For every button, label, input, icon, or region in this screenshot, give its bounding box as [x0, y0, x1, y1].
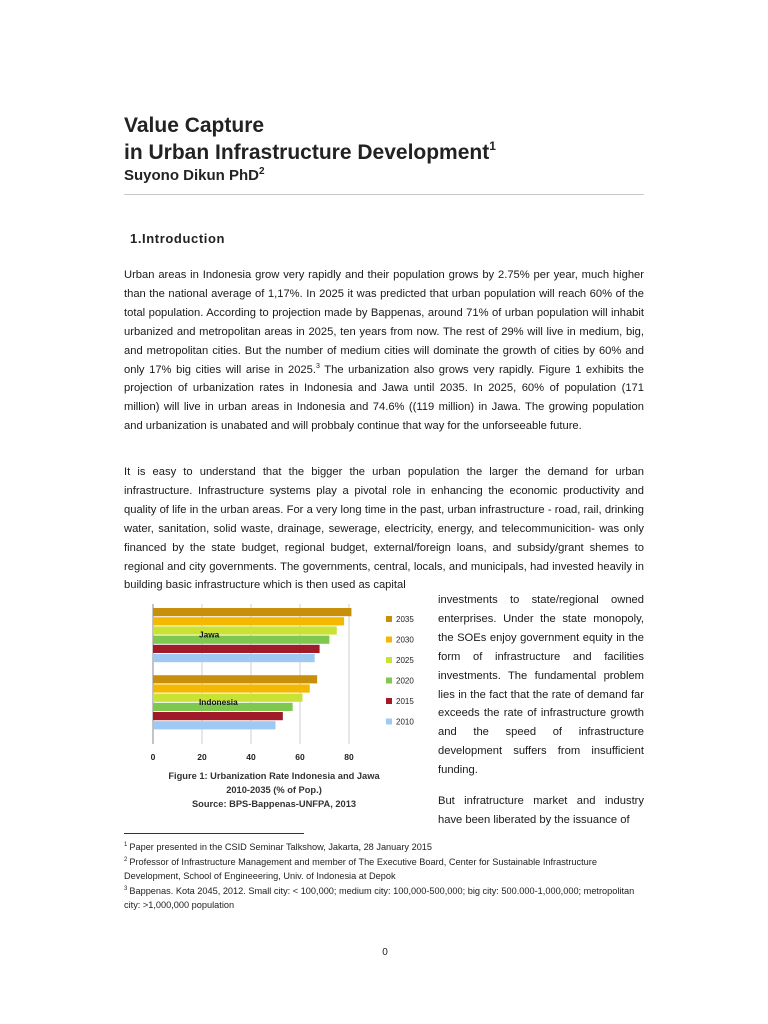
footnote-2-text: Professor of Infrastructure Management and member of The Executive Board, Center for Sustainable Infrastructure Development, School of Engineeering, Univ. of Indonesia at Depok — [124, 857, 597, 881]
legend-label-2020: 2020 — [396, 676, 414, 686]
title-divider — [124, 194, 644, 195]
footnote-2-ref: 2 — [124, 857, 128, 863]
paper-title — [124, 112, 496, 166]
page-number: 0 — [382, 947, 388, 958]
footnote-3-text: Bappenas. Kota 2045, 2012. Small city: < 100,000; medium city: 100,000-500,000; big city: 500.000-1,000,000; metropolitan city: >1,000,000 population — [124, 886, 635, 910]
urbanization-chart — [124, 596, 434, 774]
title-line-2-text: in Urban Infrastructure Development — [124, 141, 490, 164]
x-tick-label: 60 — [295, 752, 305, 762]
paragraph-2: It is easy to understand that the bigger the urban population the larger the demand for urban infrastructure. Infrastructure systems play a pivotal role in enhancing the economic productivity and quality of life in the urban areas. For a very long time in the past, urban infrastructure - road, rail, drinking water, sanitation, solid waste, drainage, sewerage, electricity, energy, and telecommunicition- was only financed by the state budget, regional budget, external/foreign loans, and subsidy/grant shemes to regional and city governments. The governments, central, locals, and municipals, had invested heavily in building basic infrastructure which is then used as capital — [124, 466, 644, 592]
legend-label-2010: 2010 — [396, 717, 414, 727]
title-footnote-ref: 1 — [489, 139, 496, 153]
bar-jawa-2025 — [153, 626, 337, 634]
footnote-divider — [124, 833, 304, 834]
footnote-2 — [124, 855, 644, 883]
footnote-1-text: Paper presented in the CSID Seminar Talkshow, Jakarta, 28 January 2015 — [129, 842, 433, 852]
x-tick-label: 0 — [150, 752, 156, 762]
bar-indonesia-2015 — [153, 712, 283, 720]
footnote-1 — [124, 840, 644, 854]
caption-line-1: Figure 1: Urbanization Rate Indonesia and Jawa — [168, 771, 380, 781]
footnotes — [124, 840, 644, 913]
bar-jawa-2020 — [153, 636, 329, 644]
bar-jawa-2015 — [153, 645, 320, 653]
bar-indonesia-2010 — [153, 721, 276, 729]
legend-swatch-2015 — [386, 698, 392, 704]
paragraph-1-text-b: The urbanization also grows very rapidly. Figure 1 exhibits the projection of urbanization rates in Indonesia and Jawa until 2035. In 2025, 60% of population (171 million) will live in urban areas in Indonesia and 74.6% ((119 million) in Jawa. The growing population and urbanization is unabated and will probbaly continue that way for the unforseeable future. — [124, 363, 644, 433]
footnote-1-ref: 1 — [124, 842, 128, 848]
author-name — [124, 167, 265, 184]
paragraph-3: But infratructure market and industry have been liberated by the issuance of — [438, 795, 644, 826]
legend-label-2015: 2015 — [396, 697, 414, 706]
bar-jawa-2035 — [153, 608, 351, 616]
legend-label-2025: 2025 — [396, 656, 414, 665]
section-heading: 1.Introduction — [130, 231, 226, 246]
legend-swatch-2020 — [386, 678, 392, 684]
bar-jawa-2030 — [153, 617, 344, 625]
footnote-3-ref: 3 — [124, 886, 128, 892]
footnote-3 — [124, 884, 644, 912]
category-label-jawa: Jawa — [199, 629, 220, 640]
paragraph-2-continued: investments to state/regional owned enterprises. Under the state monopoly, the SOEs enjoy government equity in the form of infrastructure and facilities investments. The fundamental problem lies in the fact that the rate of demand far exceeds the rate of infrastructure growth and the speed of infrastructure development suffers from insufficient funding. — [438, 594, 644, 777]
legend-swatch-2035 — [386, 616, 392, 622]
bar-indonesia-2030 — [153, 684, 310, 692]
bar-indonesia-2035 — [153, 675, 317, 683]
legend-swatch-2010 — [386, 719, 392, 725]
author-footnote-ref: 2 — [259, 166, 265, 177]
legend-label-2035: 2035 — [396, 615, 414, 624]
bar-jawa-2010 — [153, 654, 315, 662]
caption-line-2: 2010-2035 (% of Pop.) — [226, 785, 322, 795]
figure-caption — [130, 769, 418, 811]
chart-svg — [124, 596, 434, 774]
paragraph-1-text-a: Urban areas in Indonesia grow very rapidly and their population grows by 2.75% per year, much higher than the national average of 1,17%. In 2025 it was predicted that urban population will reach 60% of the total population. According to projection made by Bappenas, around 71% of urban population will inhabit urbanized and metropolitan areas in 2025, ten years from now. The rest of 29% will live in medium, big, and metropolitan cities. But the number of medium cities will dominate the growth of cities by 60% and only 17% big cities will arise in 2025. — [124, 269, 644, 376]
x-tick-label: 40 — [246, 752, 256, 762]
paragraph-1-footnote-ref: 3 — [315, 362, 320, 370]
title-line-2 — [124, 139, 496, 166]
category-label-indonesia: Indonesia — [199, 696, 238, 707]
x-tick-label: 20 — [197, 752, 207, 762]
author-text: Suyono Dikun PhD — [124, 167, 259, 184]
x-tick-label: 80 — [344, 752, 354, 762]
legend-label-2030: 2030 — [396, 635, 414, 645]
legend-swatch-2030 — [386, 637, 392, 643]
paragraph-1 — [124, 266, 644, 436]
caption-line-3: Source: BPS-Bappenas-UNFPA, 2013 — [191, 799, 357, 809]
legend-swatch-2025 — [386, 657, 392, 663]
title-line-1: Value Capture — [124, 114, 265, 137]
